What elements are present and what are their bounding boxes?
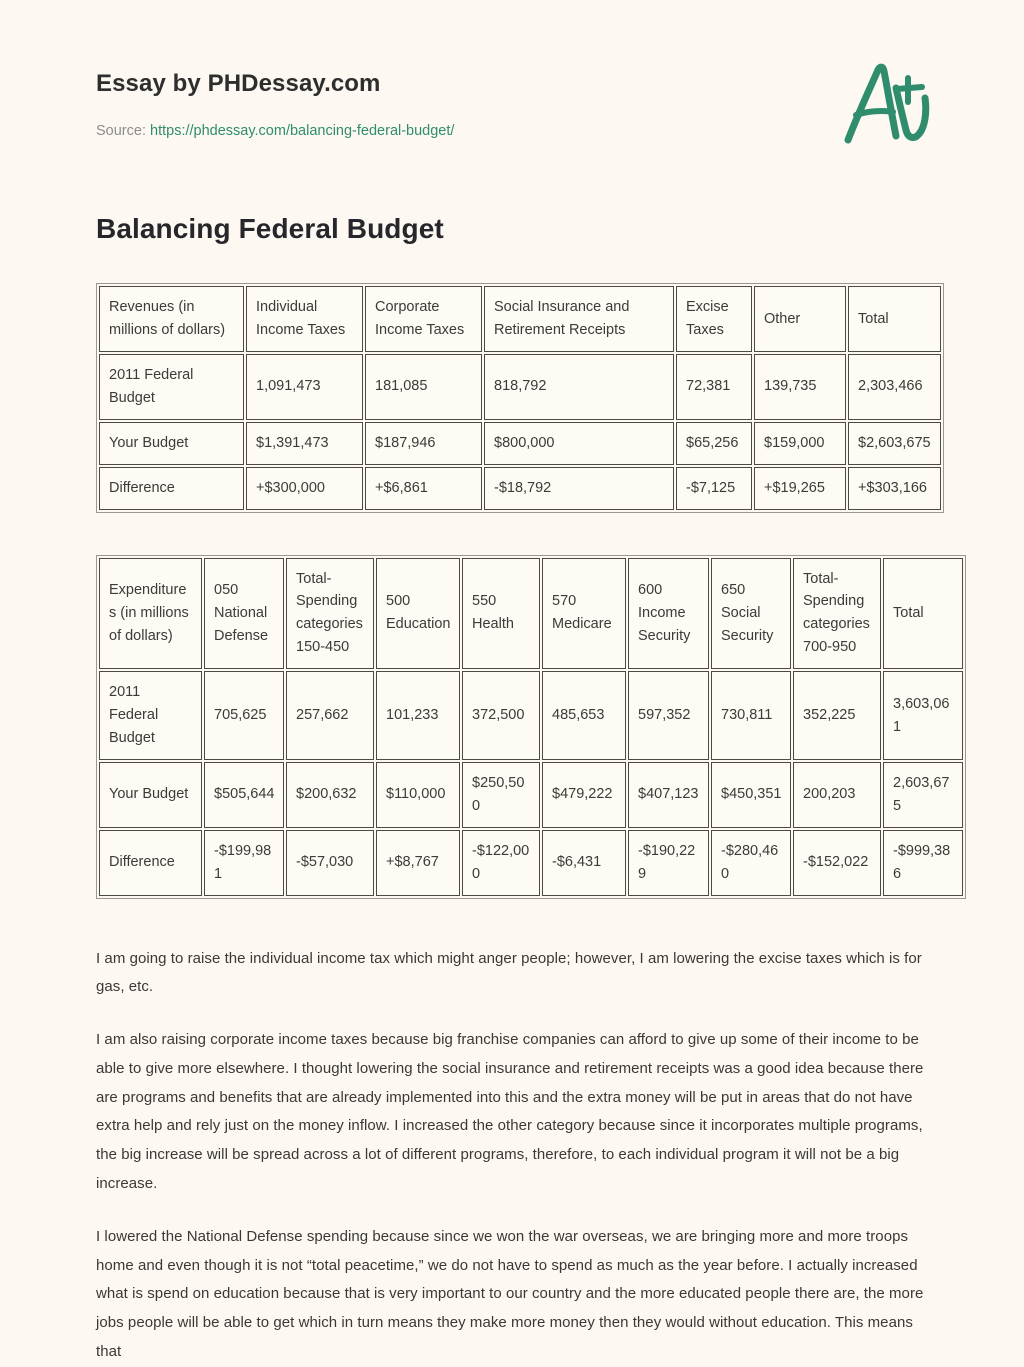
table-row [99, 762, 963, 828]
revenues-table-wrapper [0, 283, 1024, 512]
table-header-row [99, 286, 941, 352]
document-masthead [0, 0, 1024, 141]
table-cell: -$57,030 [286, 830, 374, 896]
a-plus-logo [834, 58, 944, 150]
table-cell: -$280,460 [711, 830, 791, 896]
table-cell: 352,225 [793, 671, 881, 760]
body-paragraph: I lowered the National Defense spending because since we won the war overseas, we are bringing more and more troops home and even though it is not “total peacetime,” we do not have to spend as much as the year before. I actually increased what is spend on education because that is very important to our country and the more educated people there are, the more jobs people will be able to get which in turn means they make more money then they would without education. This means that [96, 1227, 924, 1361]
column-header: 570 Medicare [542, 558, 626, 670]
column-header: 050 National Defense [204, 558, 284, 670]
table-cell: 597,352 [628, 671, 709, 760]
page-title: Balancing Federal Budget [96, 213, 444, 245]
table-cell: $159,000 [754, 422, 846, 465]
table-cell: $407,123 [628, 762, 709, 828]
table-cell: 1,091,473 [246, 354, 363, 420]
body-paragraph: I am going to raise the individual income tax which might anger people; however, I am lowering the excise taxes which is for gas, etc. [96, 949, 922, 996]
column-header: 600 Income Security [628, 558, 709, 670]
revenues-table [96, 283, 944, 512]
table-row [99, 422, 941, 465]
row-label: Your Budget [99, 422, 244, 465]
expenditures-table-wrapper [0, 555, 1024, 899]
column-header: 650 Social Security [711, 558, 791, 670]
table-cell: 139,735 [754, 354, 846, 420]
brand-title: Essay by PHDessay.com [96, 70, 381, 97]
column-header: Expenditures (in millions of dollars) [99, 558, 202, 670]
row-label: 2011 Federal Budget [99, 354, 244, 420]
column-header: Total-Spending categories 150-450 [286, 558, 374, 670]
table-cell: 730,811 [711, 671, 791, 760]
table-cell: $187,946 [365, 422, 482, 465]
table-row [99, 671, 963, 760]
table-cell: $505,644 [204, 762, 284, 828]
table-cell: +$300,000 [246, 467, 363, 510]
table-cell: $479,222 [542, 762, 626, 828]
essay-body [0, 945, 1024, 1367]
table-row [99, 467, 941, 510]
table-cell: 372,500 [462, 671, 540, 760]
table-cell: -$999,386 [883, 830, 963, 896]
table-cell: -$190,229 [628, 830, 709, 896]
row-label: 2011 Federal Budget [99, 671, 202, 760]
table-cell: $800,000 [484, 422, 674, 465]
table-cell: 2,603,675 [883, 762, 963, 828]
expenditures-table [96, 555, 966, 899]
table-cell: 72,381 [676, 354, 752, 420]
table-header-row [99, 558, 963, 670]
body-paragraph: I am also raising corporate income taxes because big franchise companies can afford to give up some of their income to be able to give more elsewhere. I thought lowering the social insurance and retirement receipts was a good idea because there are programs and benefits that are already implemented into this and the extra money will be put in areas that do not have extra help and rely just on the money inflow. I increased the other category because since it incorporates multiple programs, the big increase will be spread across a lot of different programs, therefore, to each individual program it will not be a big increase. [96, 1031, 924, 1193]
column-header: Individual Income Taxes [246, 286, 363, 352]
table-cell: -$18,792 [484, 467, 674, 510]
column-header: Excise Taxes [676, 286, 752, 352]
column-header: Other [754, 286, 846, 352]
column-header: 550 Health [462, 558, 540, 670]
column-header: Corporate Income Taxes [365, 286, 482, 352]
column-header: Social Insurance and Retirement Receipts [484, 286, 674, 352]
table-cell: 200,203 [793, 762, 881, 828]
table-cell: 705,625 [204, 671, 284, 760]
column-header: Revenues (in millions of dollars) [99, 286, 244, 352]
table-cell: -$122,000 [462, 830, 540, 896]
table-cell: +$8,767 [376, 830, 460, 896]
table-cell: $200,632 [286, 762, 374, 828]
table-cell: $450,351 [711, 762, 791, 828]
table-cell: 101,233 [376, 671, 460, 760]
row-label: Your Budget [99, 762, 202, 828]
table-cell: 3,603,061 [883, 671, 963, 760]
table-cell: -$199,981 [204, 830, 284, 896]
column-header: Total [848, 286, 941, 352]
row-label: Difference [99, 467, 244, 510]
table-cell: 818,792 [484, 354, 674, 420]
table-cell: $110,000 [376, 762, 460, 828]
table-cell: $65,256 [676, 422, 752, 465]
table-cell: $250,500 [462, 762, 540, 828]
source-url-link[interactable]: https://phdessay.com/balancing-federal-budget/ [150, 122, 455, 139]
table-cell: 181,085 [365, 354, 482, 420]
row-label: Difference [99, 830, 202, 896]
column-header: 500 Education [376, 558, 460, 670]
column-header: Total [883, 558, 963, 670]
table-cell: +$303,166 [848, 467, 941, 510]
table-cell: -$152,022 [793, 830, 881, 896]
table-cell: +$19,265 [754, 467, 846, 510]
table-cell: -$7,125 [676, 467, 752, 510]
table-cell: -$6,431 [542, 830, 626, 896]
table-row [99, 830, 963, 896]
source-label: Source: [96, 122, 146, 139]
table-cell: $2,603,675 [848, 422, 941, 465]
table-cell: 485,653 [542, 671, 626, 760]
table-cell: $1,391,473 [246, 422, 363, 465]
table-cell: 257,662 [286, 671, 374, 760]
source-line [96, 121, 928, 141]
table-row [99, 354, 941, 420]
table-cell: +$6,861 [365, 467, 482, 510]
column-header: Total-Spending categories 700-950 [793, 558, 881, 670]
table-cell: 2,303,466 [848, 354, 941, 420]
